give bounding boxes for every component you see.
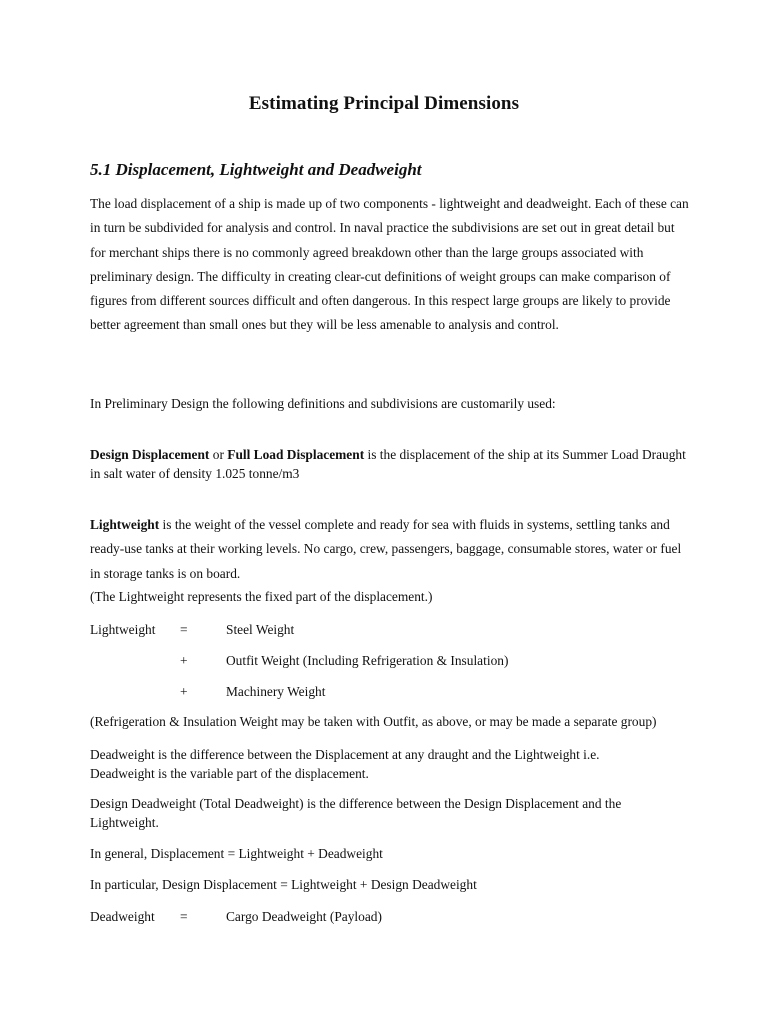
design-displacement-term: Design Displacement xyxy=(90,447,210,462)
eq-operator: + xyxy=(180,653,188,668)
lightweight-term: Lightweight xyxy=(90,517,160,532)
deadweight-eq-row xyxy=(90,908,710,926)
lightweight-note: (The Lightweight represents the fixed part of the displacement.) xyxy=(90,589,433,604)
or-text: or xyxy=(209,447,228,462)
eq-item: Outfit Weight (Including Refrigeration & Insulation) xyxy=(226,653,509,668)
eq-item: Steel Weight xyxy=(226,622,295,637)
deadweight-definition: Deadweight is the difference between the Displacement at any draught and the Lightweight i.e. Deadweight is the variable part of the displacement. xyxy=(90,747,600,781)
full-load-displacement-term: Full Load Displacement xyxy=(227,447,365,462)
design-deadweight-definition: Design Deadweight (Total Deadweight) is the difference between the Design Displacement and the Lightweight. xyxy=(90,796,622,830)
eq-item: Cargo Deadweight (Payload) xyxy=(226,909,382,924)
section-heading: 5.1 Displacement, Lightweight and Deadweight xyxy=(90,160,422,179)
lightweight-paragraph xyxy=(90,513,690,586)
lightweight-eq-row xyxy=(90,683,710,701)
lightweight-eq-row xyxy=(90,621,710,639)
design-displacement-paragraph xyxy=(90,446,690,483)
general-equation: In general, Displacement = Lightweight + Deadweight xyxy=(90,846,383,861)
document-title: Estimating Principal Dimensions xyxy=(248,93,520,114)
eq-label: Deadweight xyxy=(90,909,155,924)
eq-operator: = xyxy=(180,622,188,637)
eq-operator: + xyxy=(180,684,188,699)
particular-equation: In particular, Design Displacement = Lightweight + Design Deadweight xyxy=(90,877,477,892)
eq-label: Lightweight xyxy=(90,622,156,637)
intro-paragraph: The load displacement of a ship is made up of two components - lightweight and deadweight. Each of these can in turn be subdivided for analysis and control. In naval practice the subdivisions are set out in great detail but for merchant ships there is no commonly agreed breakdown other than the large groups associated with preliminary design. The difficulty in creating clear-cut definitions of weight groups can make comparison of figures from different sources difficult and often dangerous. In this respect large groups are likely to provide better agreement than small ones but they will be less amenable to analysis and control. xyxy=(90,196,689,333)
eq-operator: = xyxy=(180,909,188,924)
refrigeration-note: (Refrigeration & Insulation Weight may be taken with Outfit, as above, or may be made a separate group) xyxy=(90,714,657,729)
lightweight-eq-row xyxy=(90,652,710,670)
lightweight-definition: is the weight of the vessel complete and ready for sea with fluids in systems, settling tanks and ready-use tanks at their working levels. No cargo, crew, passengers, baggage, consumable stores, water or fuel in storage tanks is on board. xyxy=(90,517,682,581)
eq-item: Machinery Weight xyxy=(226,684,326,699)
design-displacement-definition: is the displacement of the ship at its Summer Load Draught in salt water of density 1.025 tonne/m3 xyxy=(90,447,686,481)
preliminary-paragraph: In Preliminary Design the following definitions and subdivisions are customarily used: xyxy=(90,396,556,411)
